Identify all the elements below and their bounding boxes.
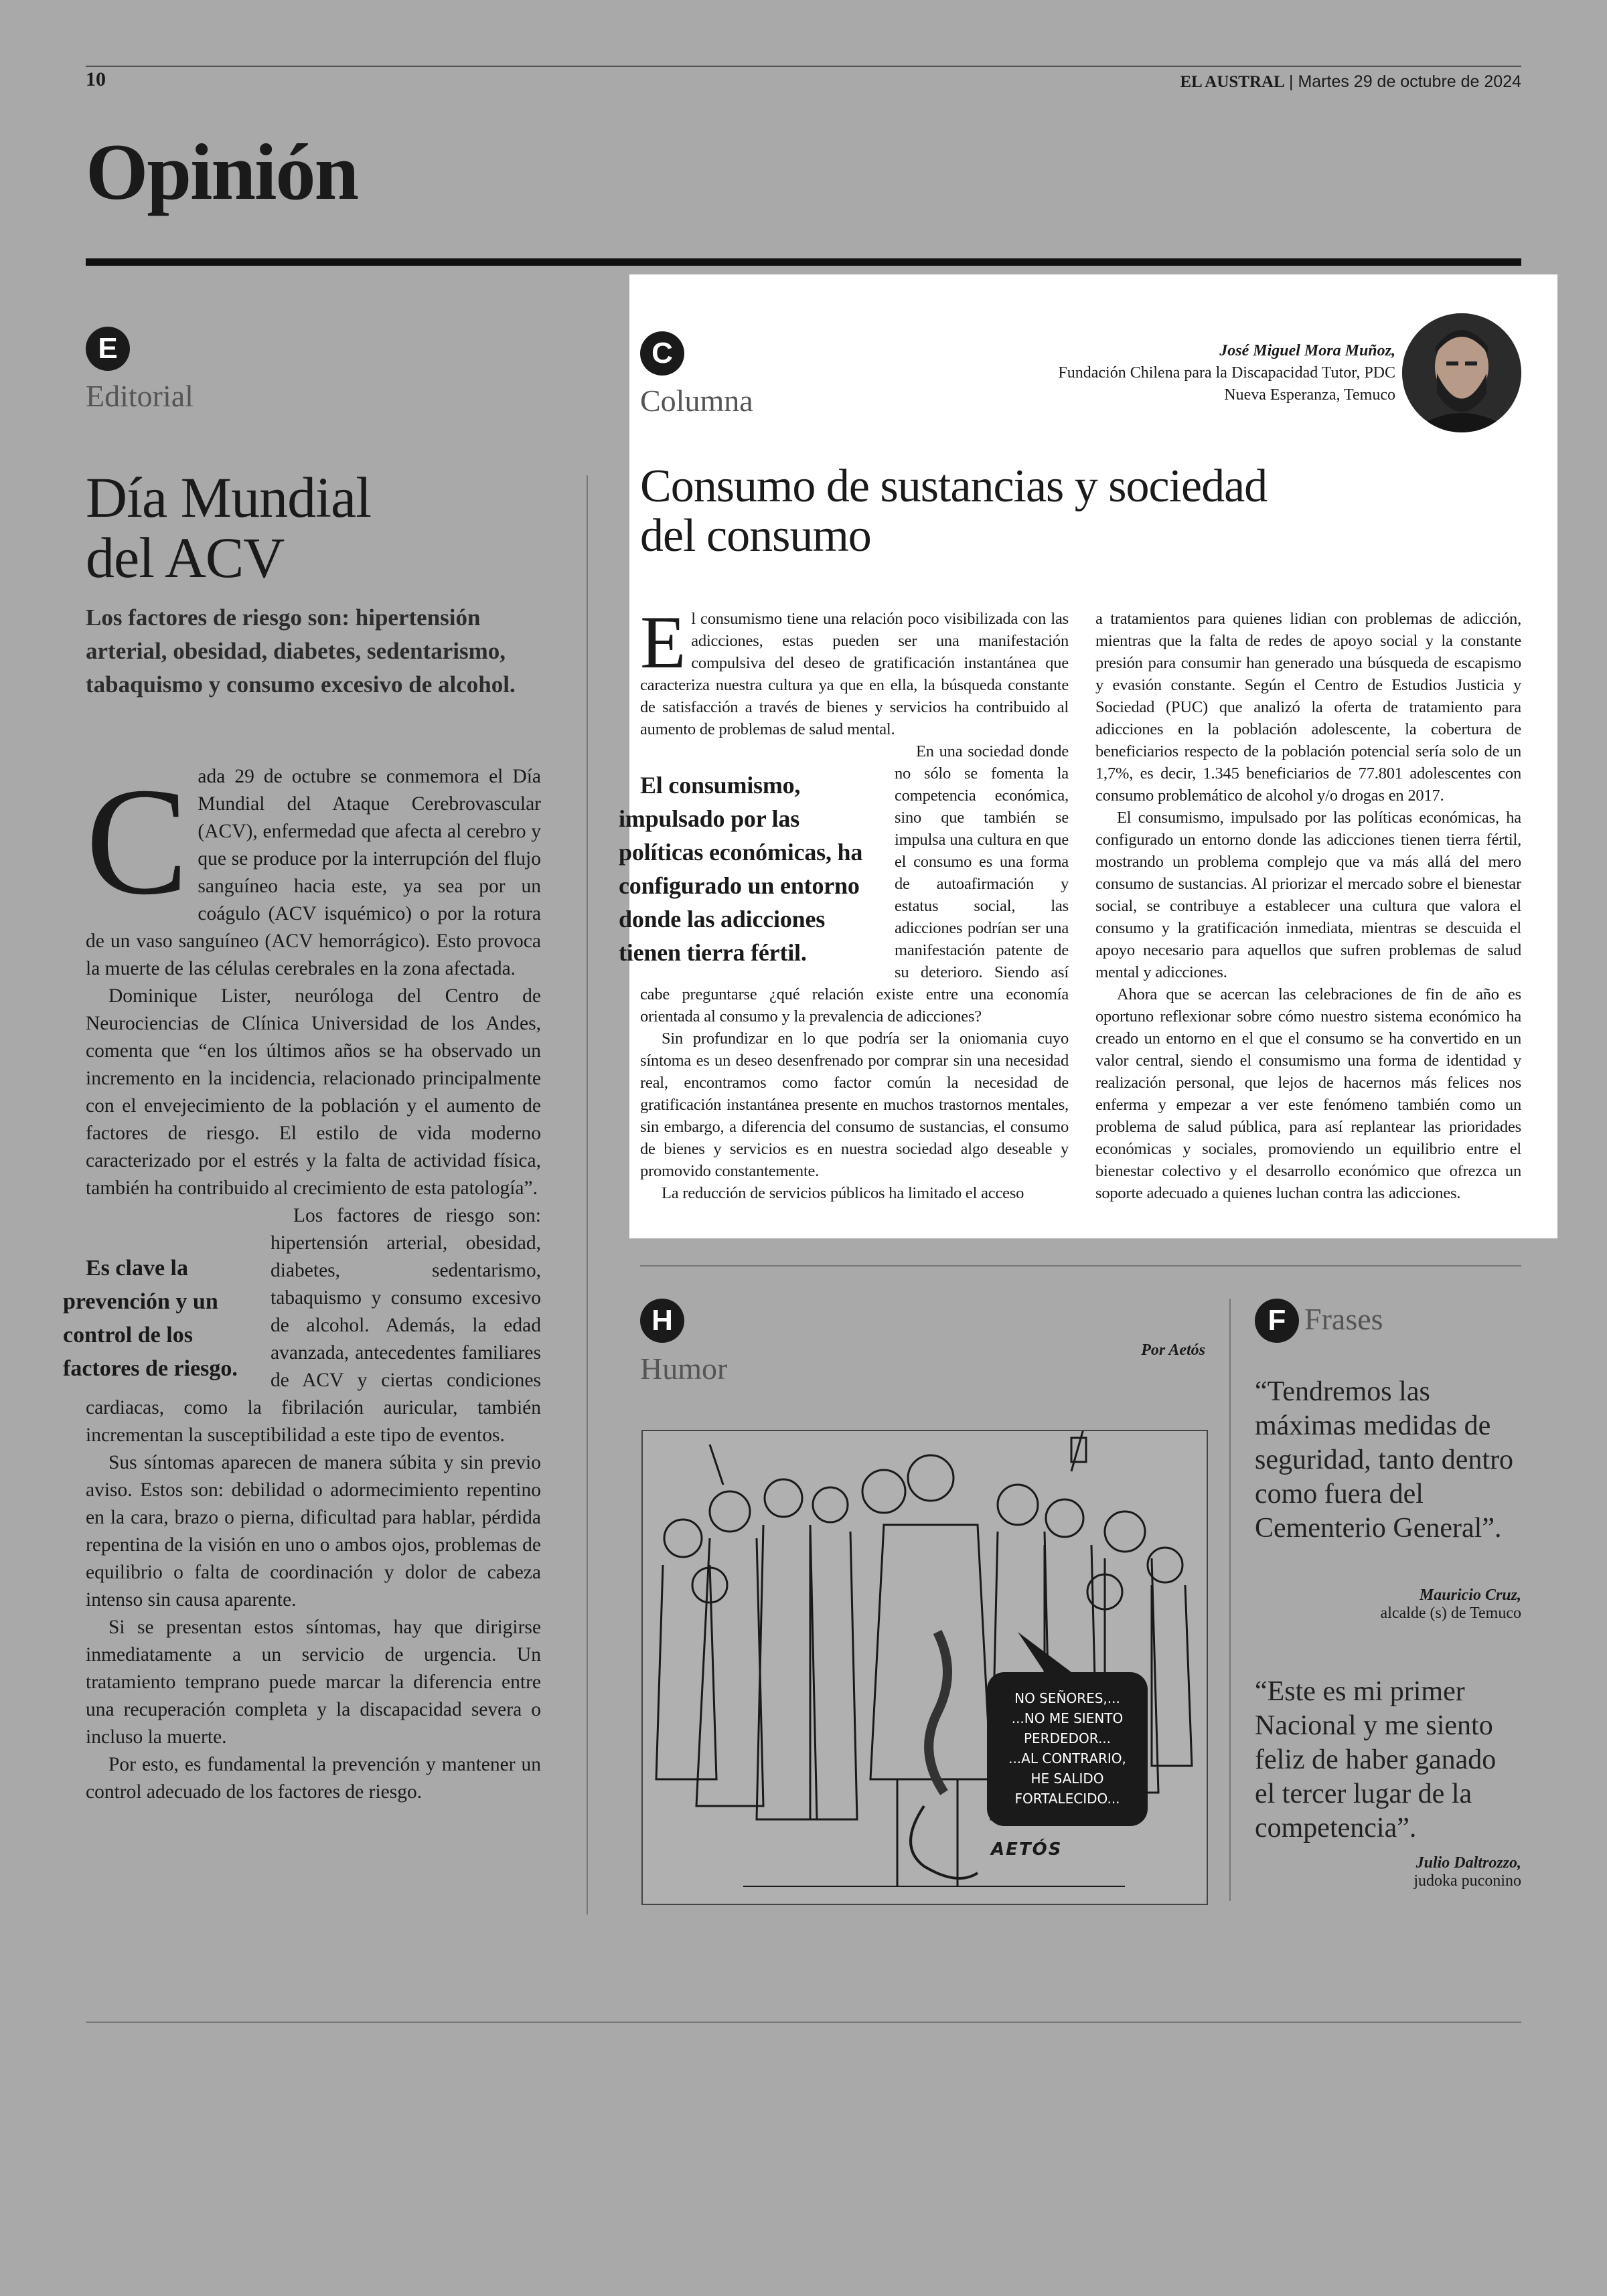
column-left-paragraph-3: Sin profundizar en lo que podría ser la oniomania cuyo síntoma es un deseo desenfrenado por comprar sin una necesidad real, encontramos como factor común la necesidad de gratificación instantánea presente en muchos trastornos mentales, sin embargo, a diferencia del consumo de sustancias, el consumo de bienes y servicios es en nuestra sociedad algo deseable y promovido constantemente. [640,1030,1069,1180]
editorial-paragraph-6: Por esto, es fundamental la prevención y mantener un control adecuado de los factores de riesgo. [86,1754,541,1803]
bottom-rule [86,2022,1521,2023]
frase-1: “Tendremos las máximas medidas de seguridad, tanto dentro como fuera del Cementerio General”. [1255,1376,1514,1544]
author-name: José Miguel Mora Muñoz, [1219,342,1395,359]
cartoonist-signature: AETÓS [991,1839,1063,1860]
column-left-paragraph-1: l consumismo tiene una relación poco visibilizada con las adicciones, estas pueden ser una manifestación compulsiva del deseo de gratificación instantánea que caracteriza nuestra cultura ya que en ella, la búsqueda constante de satisfacción a través de bienes y servicios ha contribuido al aumento de problemas de salud mental. [640,610,1069,738]
editorial-title [86,467,371,588]
top-rule [86,66,1521,67]
column-badge: C [640,331,684,376]
column-title-line1: Consumo de sustancias y sociedad [640,461,1268,512]
author-role-1: Fundación Chilena para la Discapacidad Tutor, PDC [1058,364,1395,382]
editorial-title-line2: del ACV [86,525,285,590]
page-number: 10 [86,68,106,90]
section-rule [86,258,1521,266]
speech-bubble-text [987,1688,1148,1809]
mid-rule [640,1265,1521,1266]
column-drop-cap: E [640,601,686,684]
frase-1-author [1381,1586,1521,1623]
column-pull-quote: El consumismo, impulsado por las políticas económicas, ha configurado un entorno donde las adicciones tienen tierra fértil. [619,772,863,966]
bubble-line-6: FORTALECIDO... [1014,1791,1120,1807]
editorial-paragraph-4: Sus síntomas aparecen de manera súbita y sin previo aviso. Estos son: debilidad o adormecimiento repentino en la cara, brazo o pierna, dificultad para hablar, pérdida repentina de la visión en uno o ambos ojos, problemas de equilibrio o falta de coordinación y dolor de cabeza intenso sin causa aparente. [86,1452,541,1611]
column-author [1058,340,1395,406]
bubble-line-5: HE SALIDO [1030,1771,1104,1787]
cartoon-illustration-icon [643,1431,1207,1904]
column-left-paragraph-2: En una sociedad donde no sólo se fomenta la competencia económica, sino que también se impulsa una cultura en que el consumo es una forma de autoafirmación y estatus social, las adicciones podrían ser una manifestación patente de su deterioro. Siendo así cabe preguntarse ¿qué relación existe entre una economía orientada al consumo y la prevalencia de adicciones? [640,742,1069,1026]
editorial-badge: E [86,327,130,371]
frase-2-author [1413,1854,1521,1890]
editorial-title-line1: Día Mundial [86,465,372,529]
column-right-paragraph-2: El consumismo, impulsado por las políticas económicas, ha configurado un entorno donde las adicciones tienen tierra fértil, mostrando un problema complejo que va más allá del mero consumo de sustancias. Al priorizar el mercado sobre el bienestar social, se contribuye a establecer una cultura que valora el consumo y la gratificación inmediata, mientras se descuida el apoyo necesario para aquellos que sufren problemas de salud mental y adicciones. [1095,809,1521,981]
column-right-paragraph-1: a tratamientos para quienes lidian con problemas de adicción, mientras que la falta de redes de apoyo social y la constante presión para consumir han generado una búsqueda de escapismo y evasión constante. Según el Centro de Estudios Justicia y Sociedad (PUC) que analizó la oferta de tratamiento para adicciones en la población adolescente, la cobertura de beneficiarios respecto de la población potencial sería solo de un 1,7%, es decir, 1.345 beneficiarios de 77.801 adolescentes con consumo problemático de alcohol y/o drogas en 2017. [1095,610,1521,805]
humor-byline: Por Aetós [1141,1341,1205,1359]
bubble-line-1: NO SEÑORES,... [1014,1690,1120,1706]
editorial-paragraph-1: ada 29 de octubre se conmemora el Día Mundial del Ataque Cerebrovascular (ACV), enfermedad que afecta al cerebro y que se produce por la interrupción del flujo sanguíneo hacia este, ya sea por un coágulo (ACV isquémico) o por la rotura de un vaso sanguíneo (ACV hemorrágico). Esto provoca la muerte de las células cerebrales en la zona afectada. [86,766,541,979]
editorial-paragraph-2: Dominique Lister, neuróloga del Centro de Neurociencias de Clínica Universidad de los Andes, comenta que “en los últimos años se ha observado un incremento en la incidencia, relacionado principalmente con el envejecimiento de la población y el aumento de factores de riesgo. El estilo de vida moderno caracterizado por el estrés y la falta de actividad física, también ha contribuido al crecimiento de esta patología”. [86,985,541,1199]
frase-1-author-role: alcalde (s) de Temuco [1380,1605,1521,1622]
author-role-2: Nueva Esperanza, Temuco [1224,386,1395,404]
author-portrait-icon [1402,313,1521,432]
column-body-right [1095,608,1521,1204]
editorial-tag: Editorial [86,379,194,413]
column-body-left [619,601,1069,1204]
editorial-paragraph-3: Los factores de riesgo son: hipertensión arterial, obesidad, diabetes, sedentarismo, tabaquismo y consumo excesivo de alcohol. Además, la edad avanzada, antecedentes familiares de ACV y ciertas condiciones cardiacas, como la fibrilación auricular, también incrementan la susceptibilidad a este tipo de eventos. [86,1205,541,1446]
editorial-body [63,756,541,1806]
editorial-paragraph-5: Si se presentan estos síntomas, hay que dirigirse inmediatamente a un servicio de urgencia. Un tratamiento temprano puede marcar la diferencia entre una recuperación completa y la discapacidad severa o incluso la muerte. [86,1617,541,1748]
author-photo [1402,313,1521,432]
humor-divider [1229,1299,1231,1901]
editorial-drop-cap: C [86,756,189,926]
bubble-line-2: ...NO ME SIENTO [1011,1710,1124,1726]
frase-1-author-name: Mauricio Cruz, [1419,1586,1521,1604]
column-left-paragraph-4: La reducción de servicios públicos ha limitado el acceso [662,1184,1024,1202]
editorial-divider [587,475,588,1914]
humor-badge: H [640,1299,684,1343]
editorial-subtitle: Los factores de riesgo son: hipertensión arterial, obesidad, diabetes, sedentarismo, tabaquismo y consumo excesivo de alcohol. [86,604,516,698]
frases-tag: Frases [1304,1302,1383,1336]
masthead-info [1180,72,1521,92]
column-right-paragraph-3: Ahora que se acercan las celebraciones de fin de año es oportuno reflexionar sobre cómo nuestro sistema económico ha creado un entorno en el que el consumo se ha convertido en un valor central, siendo el consumismo una forma de identidad y realización personal, que lejos de hacernos más felices nos enferma y empezar a ver este fenómeno también como un problema de salud pública, para así replantear las prioridades económicas y sociales, promoviendo un equilibrio entre el bienestar colectivo y el desarrollo económico que ofrezca un soporte adecuado a quienes luchan contra las adicciones. [1095,985,1521,1202]
bubble-line-4: ...AL CONTRARIO, [1008,1750,1126,1767]
bubble-line-3: PERDEDOR... [1023,1730,1112,1746]
humor-tag: Humor [640,1351,728,1386]
frases-badge: F [1255,1299,1299,1343]
frase-2: “Este es mi primer Nacional y me siento feliz de haber ganado el tercer lugar de la competencia”. [1255,1676,1497,1843]
section-title: Opinión [86,127,358,216]
publication-date: | Martes 29 de octubre de 2024 [1289,72,1521,91]
column-title-line2: del consumo [640,510,871,562]
frase-2-author-name: Julio Daltrozzo, [1415,1854,1521,1872]
publication-name: EL AUSTRAL [1180,73,1285,91]
frase-2-author-role: judoka puconino [1413,1872,1521,1890]
editorial-pull-quote: Es clave la prevención y un control de los factores de riesgo. [63,1256,238,1381]
column-tag: Columna [640,384,753,418]
column-title [640,462,1267,561]
cartoon-frame [641,1430,1208,1905]
